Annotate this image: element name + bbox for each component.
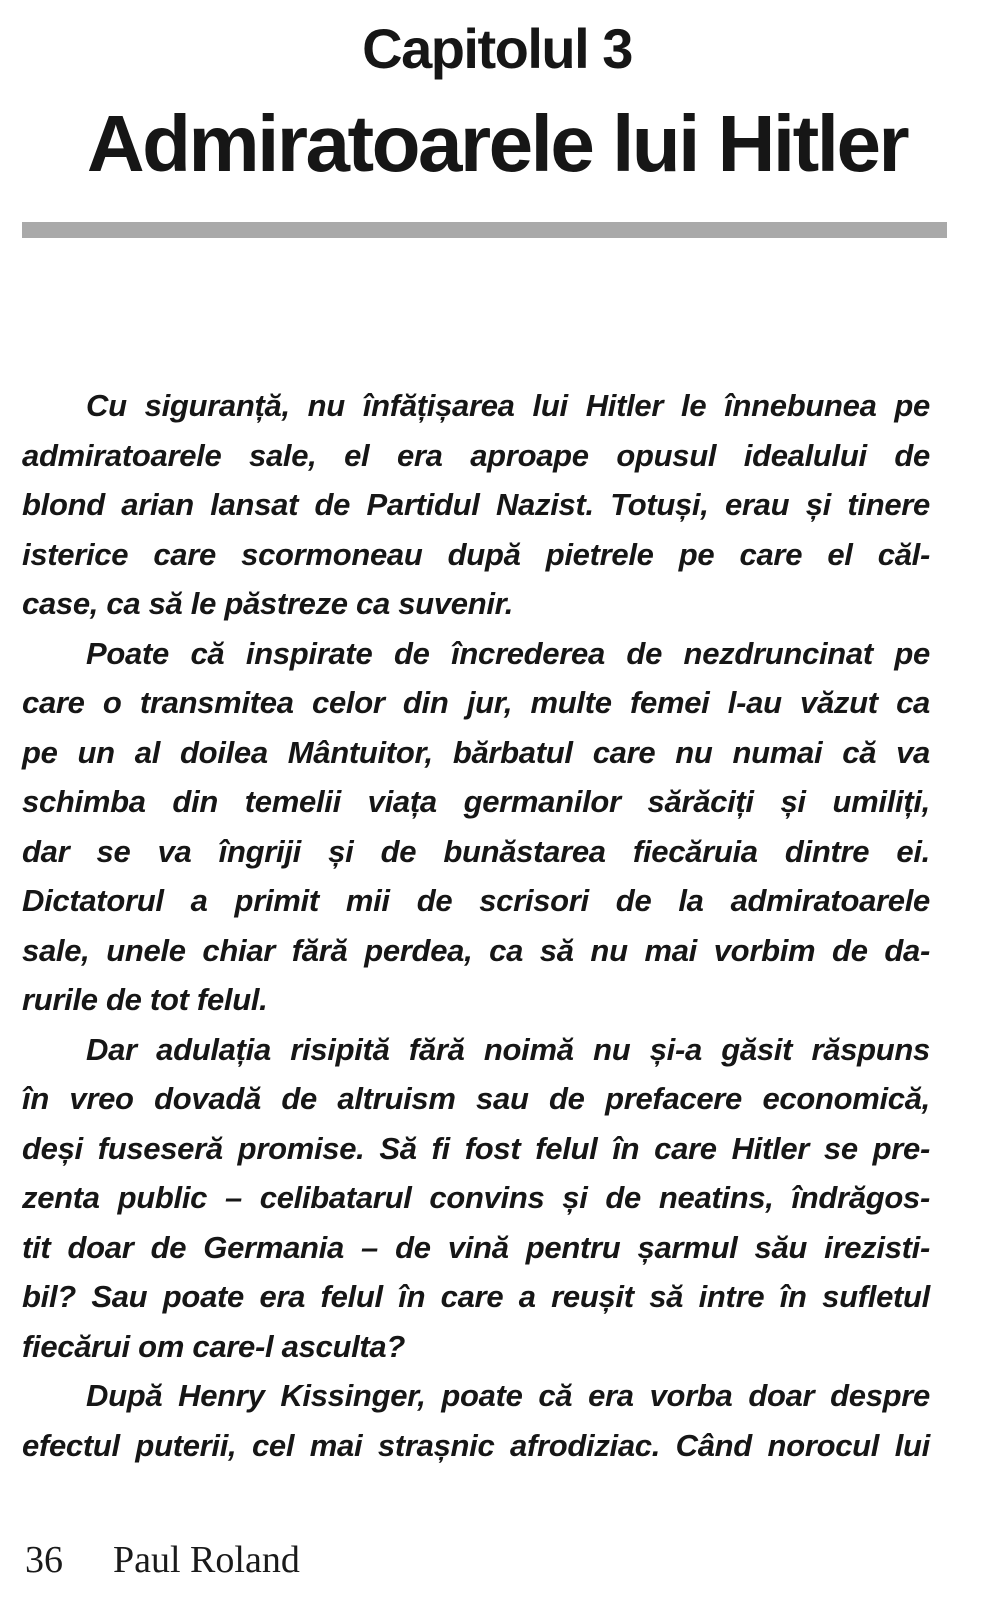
body-text (22, 381, 930, 1470)
body-line: deși fuseseră promise. Să fi fost felul în care Hitler se pre- (22, 1130, 930, 1166)
body-line: fiecărui om care-l asculta? (22, 1328, 406, 1364)
title-divider-bar (22, 222, 947, 238)
body-line: în vreo dovadă de altruism sau de prefacere economică, (22, 1081, 930, 1116)
body-line: admiratoarele sale, el era aproape opusul idealului de (22, 437, 930, 473)
chapter-title: Admiratoarele lui Hitler (86, 99, 908, 188)
body-line: Cu siguranță, nu înfățișarea lui Hitler le înnebunea pe (86, 388, 930, 423)
body-line: bil? Sau poate era felul în care a reușit să intre în sufletul (22, 1279, 930, 1314)
body-line: rurile de tot felul. (22, 982, 268, 1017)
body-line: sale, unele chiar fără perdea, ca să nu mai vorbim de da- (22, 932, 930, 968)
body-line: case, ca să le păstreze ca suvenir. (22, 586, 514, 621)
body-line: isterice care scormoneau după pietrele pe care el căl- (22, 536, 930, 572)
page-number: 36 (25, 1539, 63, 1581)
running-title: Paul Roland (113, 1539, 300, 1581)
body-line: dar se va îngriji și de bunăstarea fiecăruia dintre ei. (22, 833, 930, 869)
body-line: Poate că inspirate de încrederea de nezdruncinat pe (86, 635, 930, 671)
body-line: Dar adulația risipită fără noimă nu și-a găsit răspuns (86, 1031, 930, 1067)
body-line: Dictatorul a primit mii de scrisori de la admiratoarele (22, 883, 930, 918)
body-line: care o transmitea celor din jur, multe femei l-au văzut ca (22, 685, 930, 720)
page-footer (25, 1538, 300, 1582)
body-line: zenta public – celibatarul convins și de neatins, îndrăgos- (22, 1180, 930, 1215)
body-line: schimba din temelii viața germanilor sărăciți și umiliți, (22, 784, 930, 819)
chapter-label: Capitolul 3 (362, 17, 632, 80)
body-line: tit doar de Germania – de vină pentru șarmul său irezisti- (22, 1229, 930, 1265)
body-line: pe un al doilea Mântuitor, bărbatul care nu numai că va (22, 734, 930, 770)
body-line: După Henry Kissinger, poate că era vorba doar despre (86, 1378, 930, 1413)
body-line: blond arian lansat de Partidul Nazist. Totuși, erau și tinere (22, 487, 930, 522)
body-line: efectul puterii, cel mai strașnic afrodiziac. Când norocul lui (22, 1427, 930, 1463)
